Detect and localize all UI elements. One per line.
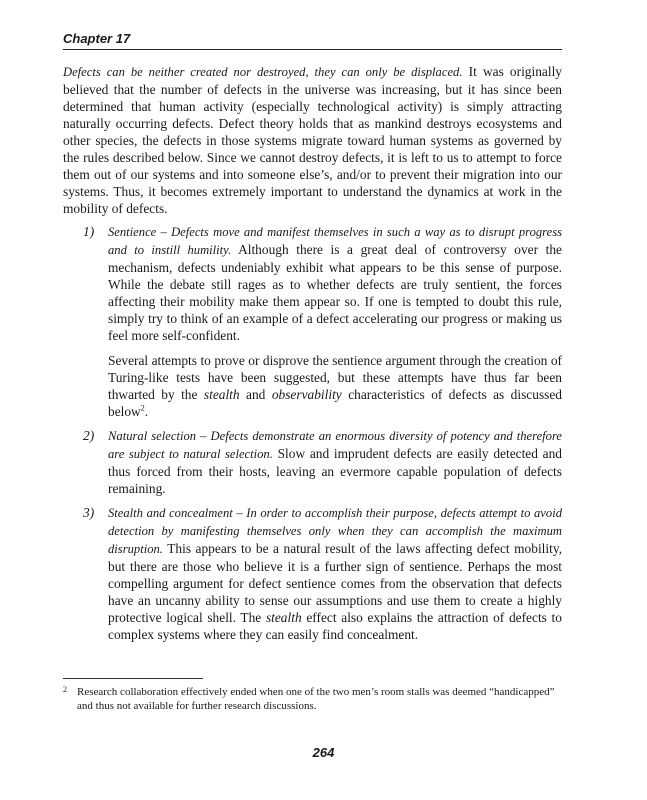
list-item-natural-selection: [63, 427, 562, 497]
chapter-header: Chapter 17: [63, 31, 131, 46]
list-lead: Stealth and concealment – In order to accomplish their purpose, defects attempt to avoid detection by manifesting themselves only when they can accomplish the maximum disruption.: [108, 506, 562, 556]
list-number: 1): [83, 224, 95, 239]
list-paragraph: [108, 427, 562, 497]
intro-paragraph: [63, 63, 562, 217]
list-item-stealth: [63, 504, 562, 643]
sub-text: Several attempts to prove or disprove the sentience argument through the creation of Turing-like tests have been suggested, but these attempts have thus far been thwarted by the: [108, 353, 562, 402]
list-number: 3): [83, 505, 95, 520]
list-paragraph: [108, 223, 562, 344]
list-paragraph: [108, 504, 562, 643]
sub-emphasis: observability: [271, 387, 342, 402]
body-text: [63, 63, 562, 650]
sub-emphasis: stealth: [203, 387, 240, 402]
defect-rules-list: [63, 223, 562, 643]
sub-text: characteristics of defects as discussed below: [108, 387, 563, 419]
list-text: Slow and imprudent defects are easily detected and thus forced from their hosts, leaving an evermore capable population of defects remaining.: [108, 446, 562, 496]
intro-text: It was originally believed that the number of defects in the universe was increasing, but it has since been determined that human activity (especially technological activity) is simply attracting naturally occurring defects. Defect theory holds that as mankind destroys ecosystems and other species, the defects in those systems migrate toward human systems as governed by the rules described below. Since we cannot destroy defects, it is left to us to attempt to force them out of our systems and into someone else’s, and/or to prevent their migration into our systems. Thus, it becomes extremely important to understand the dynamics at work in the mobility of defects.: [63, 64, 562, 216]
list-text: Although there is a great deal of controversy over the mechanism, defects undeniably exhibit what appears to be this sense of purpose. While the debate still rages as to whether defects are truly sentient, the forces affecting their mobility make them appear so. If one is tempted to doubt this rule, simply try to think of an example of a defect accelerating our progress or making us feel more self-confident.: [108, 242, 563, 343]
list-number: 2): [83, 428, 95, 443]
list-text: This appears to be a natural result of the laws affecting defect mobility, but there are those who believe it is a further sign of sentience. Perhaps the most compelling argument for defect sentience comes from the observation that defects have an uncanny ability to sense our assumptions and use them to create a highly protective logical shell. The: [108, 541, 562, 625]
footnote-text: Research collaboration effectively ended when one of the two men’s room stalls was deemed “handicapped” and thus not available for further research discussions.: [77, 686, 555, 712]
sub-text: .: [144, 404, 149, 419]
footnote-mark: 2: [63, 685, 67, 694]
list-emphasis: stealth: [265, 610, 302, 625]
intro-lead: Defects can be neither created nor destroyed, they can only be displaced.: [63, 65, 463, 79]
header-rule: [63, 49, 562, 50]
list-lead: Natural selection – Defects demonstrate an enormous diversity of potency and therefore are subject to natural selection.: [108, 429, 562, 461]
list-subparagraph: [108, 352, 562, 420]
page-number: 264: [312, 745, 335, 760]
footnote-reference[interactable]: 2: [140, 403, 145, 413]
footnote-rule: [63, 678, 203, 679]
footnote: [63, 685, 562, 713]
sub-text: and: [246, 387, 266, 402]
list-item-sentience: [63, 223, 562, 420]
list-lead: Sentience – Defects move and manifest themselves in such a way as to disrupt progress and to instill humility.: [108, 225, 562, 257]
list-text: effect also explains the attraction of defects to complex systems where they can easily find concealment.: [108, 610, 562, 642]
